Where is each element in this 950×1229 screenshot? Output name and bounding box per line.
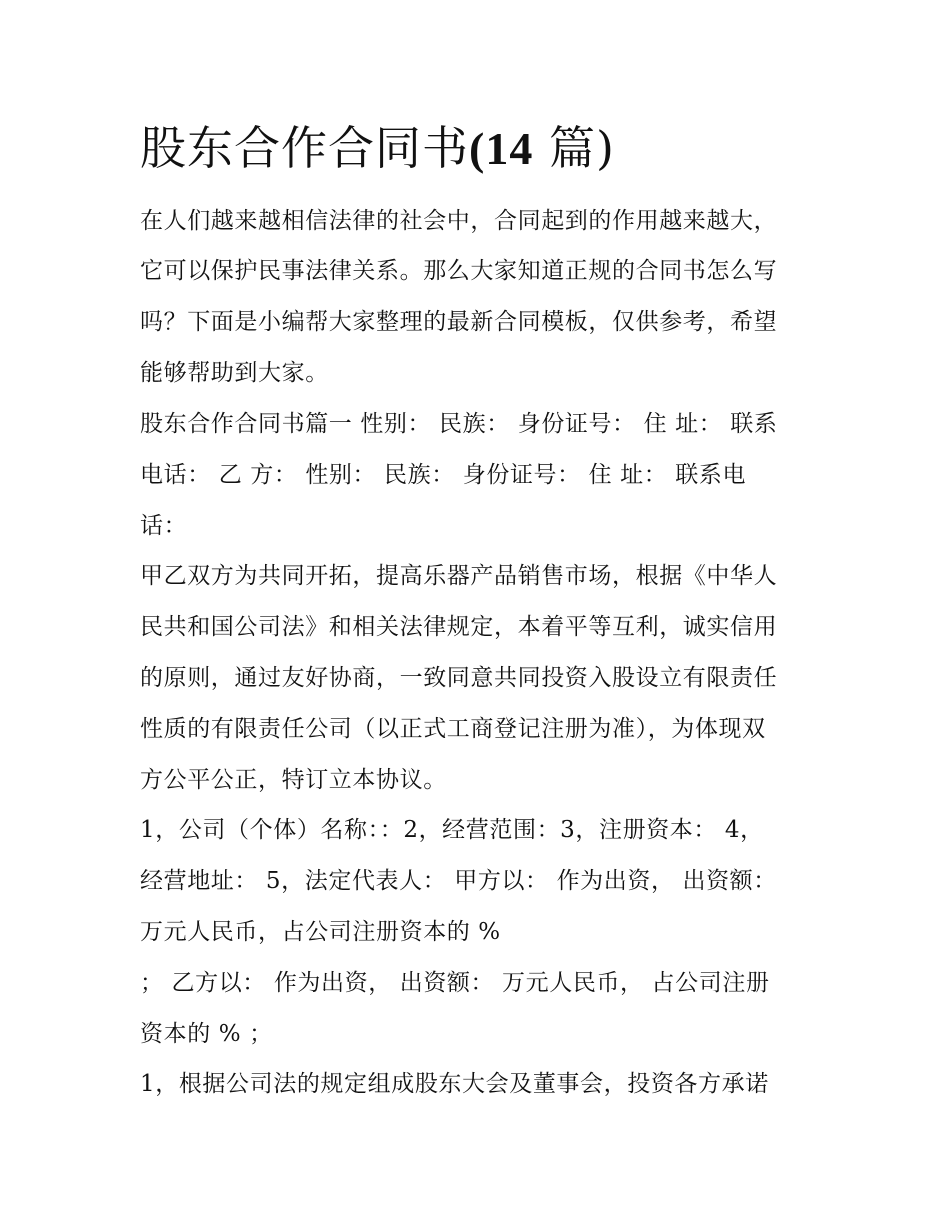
intro-line-4: 能够帮助到大家。 — [140, 360, 329, 386]
document-title — [140, 116, 615, 181]
title-suffix: 篇) — [533, 121, 615, 175]
intro-line-3: 吗？下面是小编帮大家整理的最新合同模板，仅供参考，希望 — [140, 309, 778, 335]
section-one-line-2: 电话： 乙 方： 性别： 民族： 身份证号： 住 址： 联系电 — [140, 462, 747, 488]
agreement-line-1: 甲乙双方为共同开拓，提高乐器产品销售市场，根据《中华人 — [140, 563, 778, 589]
clause-line-6: 1，根据公司法的规定组成股东大会及董事会，投资各方承诺 — [140, 1071, 769, 1097]
clause-line-5: 资本的 % ； — [140, 1021, 273, 1047]
clause-line-2: 经营地址： 5，法定代表人： 甲方以： 作为出资， 出资额： — [140, 868, 777, 894]
clause-line-3: 万元人民币，占公司注册资本的 % — [140, 919, 501, 945]
intro-line-1: 在人们越来越相信法律的社会中，合同起到的作用越来越大， — [140, 208, 778, 234]
agreement-line-2: 民共和国公司法》和相关法律规定，本着平等互利，诚实信用 — [140, 614, 778, 640]
agreement-line-3: 的原则，通过友好协商，一致同意共同投资入股设立有限责任 — [140, 665, 778, 691]
agreement-line-4: 性质的有限责任公司（以正式工商登记注册为准），为体现双 — [140, 716, 766, 742]
agreement-line-5: 方公平公正，特订立本协议。 — [140, 767, 447, 793]
clause-line-4: ； 乙方以： 作为出资， 出资额： 万元人民币， 占公司注册 — [140, 970, 770, 996]
title-count: (14 — [469, 123, 534, 174]
title-main: 股东合作合同书 — [140, 121, 469, 175]
section-one-line-3: 话： — [140, 513, 188, 539]
clause-line-1: 1，公司（个体）名称：：2，经营范围：3，注册资本： 4， — [140, 817, 764, 843]
intro-line-2: 它可以保护民事法律关系。那么大家知道正规的合同书怎么写 — [140, 258, 778, 284]
section-one-line-1: 股东合作合同书篇一 性别： 民族： 身份证号： 住 址： 联系 — [140, 411, 778, 437]
